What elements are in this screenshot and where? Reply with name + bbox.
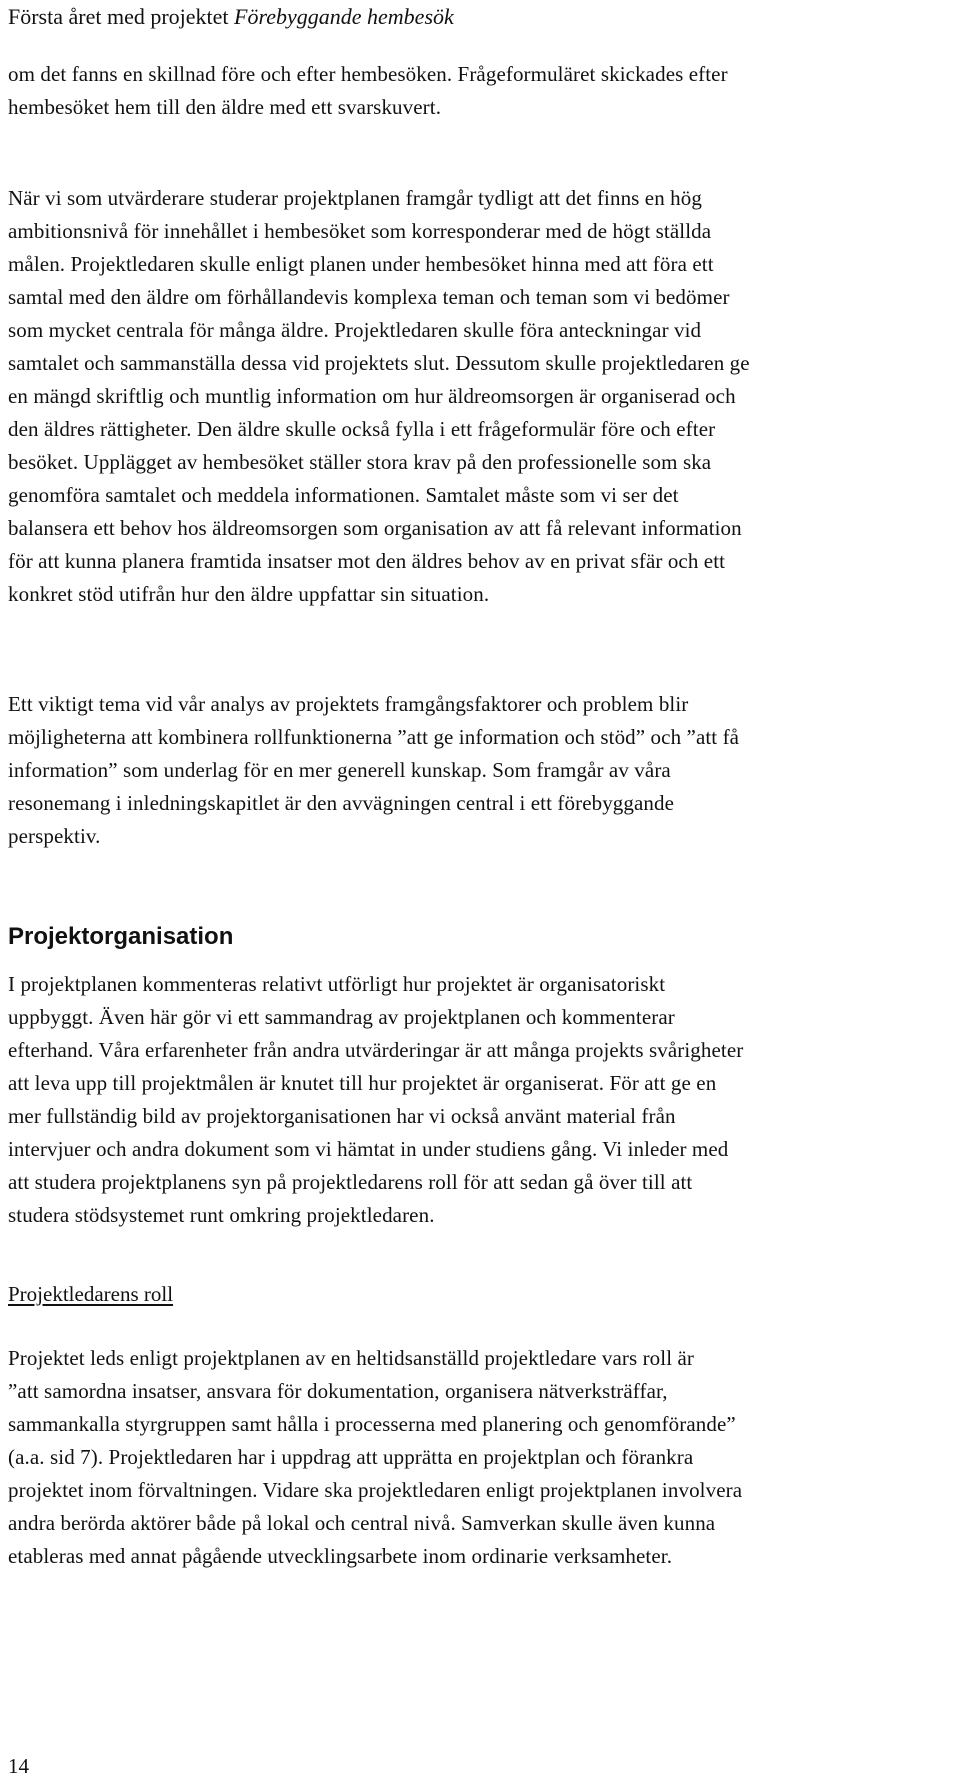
text-line: möjligheterna att kombinera rollfunktionerna ”att ge information och stöd” och ”att få — [8, 725, 740, 749]
text-line: Ett viktigt tema vid vår analys av projektets framgångsfaktorer och problem blir — [8, 692, 689, 716]
text-line: Projektet leds enligt projektplanen av en heltidsanställd projektledare vars roll är — [8, 1346, 695, 1370]
text-line: besöket. Upplägget av hembesöket ställer stora krav på den professionelle som ska — [8, 450, 712, 474]
text-line: uppbyggt. Även här gör vi ett sammandrag av projektplanen och kommenterar — [8, 1005, 675, 1029]
text-line: genomföra samtalet och meddela informationen. Samtalet måste som vi ser det — [8, 483, 679, 507]
text-line: ambitionsnivå för innehållet i hembesöket som korresponderar med de högt ställda — [8, 219, 712, 243]
text-line: att leva upp till projektmålen är knutet till hur projektet är organiserat. För att ge en — [8, 1071, 717, 1095]
text-line: etableras med annat pågående utvecklingsarbete inom ordinarie verksamheter. — [8, 1544, 673, 1568]
text-line: resonemang i inledningskapitlet är den avvägningen central i ett förebyggande — [8, 791, 675, 815]
text-line: målen. Projektledaren skulle enligt planen under hembesöket hinna med att föra ett — [8, 252, 714, 276]
section-heading: Projektorganisation — [8, 923, 234, 950]
running-header-prefix: Första året med projektet — [8, 4, 235, 29]
text-line: samtalet och sammanställa dessa vid projektets slut. Dessutom skulle projektledaren ge — [8, 351, 750, 375]
text-line: den äldres rättigheter. Den äldre skulle också fylla i ett frågeformulär före och efter — [8, 417, 716, 441]
text-line: perspektiv. — [8, 824, 101, 848]
running-header-project-name: Förebyggande hembesök — [234, 4, 454, 29]
text-line: intervjuer och andra dokument som vi hämtat in under studiens gång. Vi inleder med — [8, 1137, 729, 1161]
running-header — [8, 2, 454, 32]
text-line: I projektplanen kommenteras relativt utförligt hur projektet är organisatoriskt — [8, 972, 666, 996]
text-line: mer fullständig bild av projektorganisationen har vi också använt material från — [8, 1104, 676, 1128]
subsection-heading: Projektledarens roll — [8, 1282, 174, 1306]
text-line: (a.a. sid 7). Projektledaren har i uppdrag att upprätta en projektplan och förankra — [8, 1445, 694, 1469]
text-line: balansera ett behov hos äldreomsorgen som organisation av att få relevant information — [8, 516, 742, 540]
paragraph-project-leader-role — [8, 1342, 952, 1573]
text-line: efterhand. Våra erfarenheter från andra utvärderingar är att många projekts svårigheter — [8, 1038, 744, 1062]
text-line: information” som underlag för en mer generell kunskap. Som framgår av våra — [8, 758, 671, 782]
paragraph-success-factors — [8, 688, 952, 853]
text-line: konkret stöd utifrån hur den äldre uppfattar sin situation. — [8, 582, 490, 606]
text-line: en mängd skriftlig och muntlig information om hur äldreomsorgen är organiserad och — [8, 384, 736, 408]
text-line: för att kunna planera framtida insatser mot den äldres behov av en privat sfär och ett — [8, 549, 726, 573]
paragraph-evaluation — [8, 182, 952, 611]
text-line: andra berörda aktörer både på lokal och central nivå. Samverkan skulle även kunna — [8, 1511, 716, 1535]
paragraph-project-organisation — [8, 968, 952, 1232]
text-line: sammankalla styrgruppen samt hålla i processerna med planering och genomförande” — [8, 1412, 736, 1436]
text-line: hembesöket hem till den äldre med ett svarskuvert. — [8, 95, 442, 119]
intro-paragraph — [8, 58, 952, 124]
text-line: studera stödsystemet runt omkring projektledaren. — [8, 1203, 435, 1227]
text-line: om det fanns en skillnad före och efter hembesöken. Frågeformuläret skickades efter — [8, 62, 728, 86]
text-line: att studera projektplanens syn på projektledarens roll för att sedan gå över till att — [8, 1170, 693, 1194]
text-line: som mycket centrala för många äldre. Projektledaren skulle föra anteckningar vid — [8, 318, 702, 342]
text-line: När vi som utvärderare studerar projektplanen framgår tydligt att det finns en hög — [8, 186, 702, 210]
page-number: 14 — [8, 1754, 29, 1778]
text-line: projektet inom förvaltningen. Vidare ska projektledaren enligt projektplanen involvera — [8, 1478, 743, 1502]
text-line: ”att samordna insatser, ansvara för dokumentation, organisera nätverksträffar, — [8, 1379, 668, 1403]
text-line: samtal med den äldre om förhållandevis komplexa teman och teman som vi bedömer — [8, 285, 730, 309]
